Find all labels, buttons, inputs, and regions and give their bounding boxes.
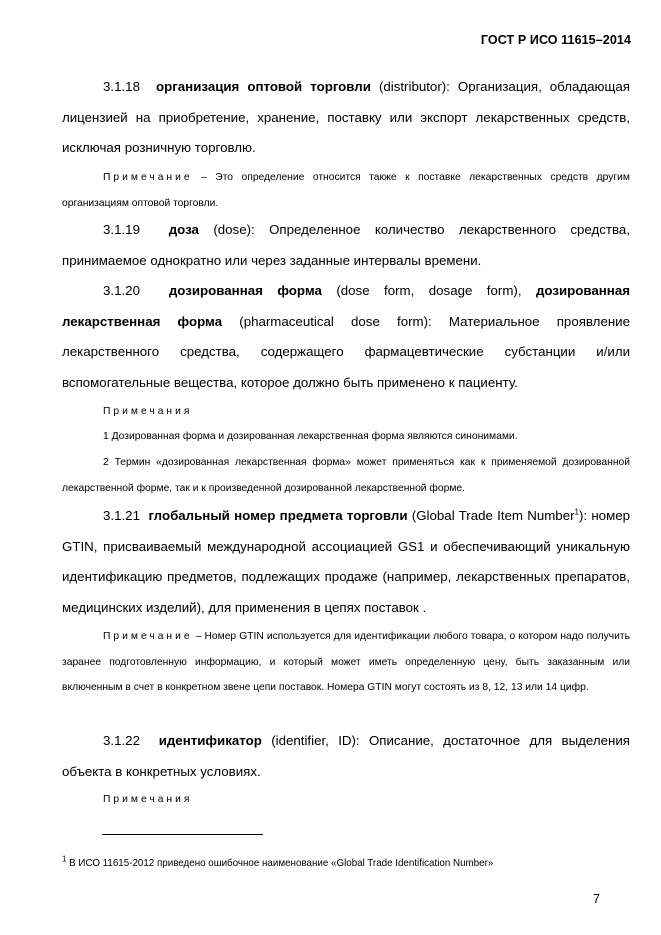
footnote <box>62 854 494 871</box>
term-definition: ): номер GTIN, присваиваемый международной ассоциацией GS1 и обеспечивающий уникальную идентификацию предметов, подлежащих продаже (например, лекарственных препаратов, медицинских изделий), для применения в цепях поставок . <box>62 508 630 615</box>
footnote-ref: 1 <box>574 507 579 517</box>
term-definition: (dose): Определенное количество лекарственного средства, принимаемое однократно или через заданные интервалы времени. <box>62 222 630 268</box>
term-name: глобальный номер предмета торговли <box>148 508 408 523</box>
term-3-1-21 <box>62 501 630 623</box>
document-header: ГОСТ Р ИСО 11615–2014 <box>480 33 631 47</box>
note-label: Примечание <box>103 631 193 642</box>
term-synonyms: (dose form, dosage form), <box>321 283 536 298</box>
term-3-1-19 <box>62 215 630 276</box>
note-3-1-20-item-1: 1 Дозированная форма и дозированная лекарственная форма являются синонимами. <box>103 431 518 442</box>
note-3-1-21 <box>62 624 630 701</box>
term-name-alt: дозированная лекарственная форма <box>62 283 630 329</box>
footnote-mark: 1 <box>62 854 67 864</box>
term-name: доза <box>168 222 199 237</box>
term-number: 3.1.21 <box>103 508 140 523</box>
term-3-1-22 <box>62 726 630 787</box>
note-label: Примечания <box>103 794 193 805</box>
term-english: (Global Trade Item Number <box>407 508 575 523</box>
page-number: 7 <box>593 892 600 906</box>
term-number: 3.1.19 <box>103 222 140 237</box>
note-label: Примечания <box>103 406 193 417</box>
term-3-1-20 <box>62 276 630 398</box>
note-text: – Это определение относится также к поставке лекарственных средств другим организациям оптовой торговли. <box>62 172 630 209</box>
term-definition: (distributor): Организация, обладающая лицензией на приобретение, хранение, поставку или экспорт лекарственных средств, исключая розничную торговлю. <box>62 79 631 155</box>
note-3-1-18 <box>62 165 630 216</box>
term-name: идентификатор <box>158 733 262 748</box>
footnote-text: В ИСО 11615-2012 приведено ошибочное наименование «Global Trade Identification Number» <box>66 858 494 869</box>
term-number: 3.1.18 <box>103 79 140 94</box>
term-definition: (identifier, ID): Описание, достаточное для выделения объекта в конкретных условиях. <box>62 733 631 779</box>
footnote-separator <box>102 834 263 835</box>
note-label: Примечание <box>103 172 193 183</box>
notes-3-1-20-label <box>62 399 630 425</box>
term-number: 3.1.22 <box>103 733 140 748</box>
term-name: организация оптовой торговли <box>156 79 371 94</box>
note-text: – Номер GTIN используется для идентификации любого товара, о котором надо получить заранее подготовленную информацию, и который может иметь определенную цену, быть заказанным или включенным в счет в конкретном звене цепи поставок. Номера GTIN могут состоять из 8, 12, 13 или 14 цифр. <box>62 631 630 693</box>
term-name: дозированная форма <box>168 283 322 298</box>
term-3-1-18 <box>62 72 630 164</box>
term-definition: (pharmaceutical dose form): Материальное проявление лекарственного средства, содержащего фармацевтические субстанции и/или вспомогательные вещества, которое должно быть применено к пациенту. <box>62 313 631 390</box>
notes-3-1-22-label <box>62 787 630 813</box>
note-3-1-20-item-2: 2 Термин «дозированная лекарственная форма» может применяться как к применяемой дозированной лекарственной форме, так и к произведенной дозированной лекарственной форме. <box>62 457 630 494</box>
term-number: 3.1.20 <box>103 283 140 298</box>
